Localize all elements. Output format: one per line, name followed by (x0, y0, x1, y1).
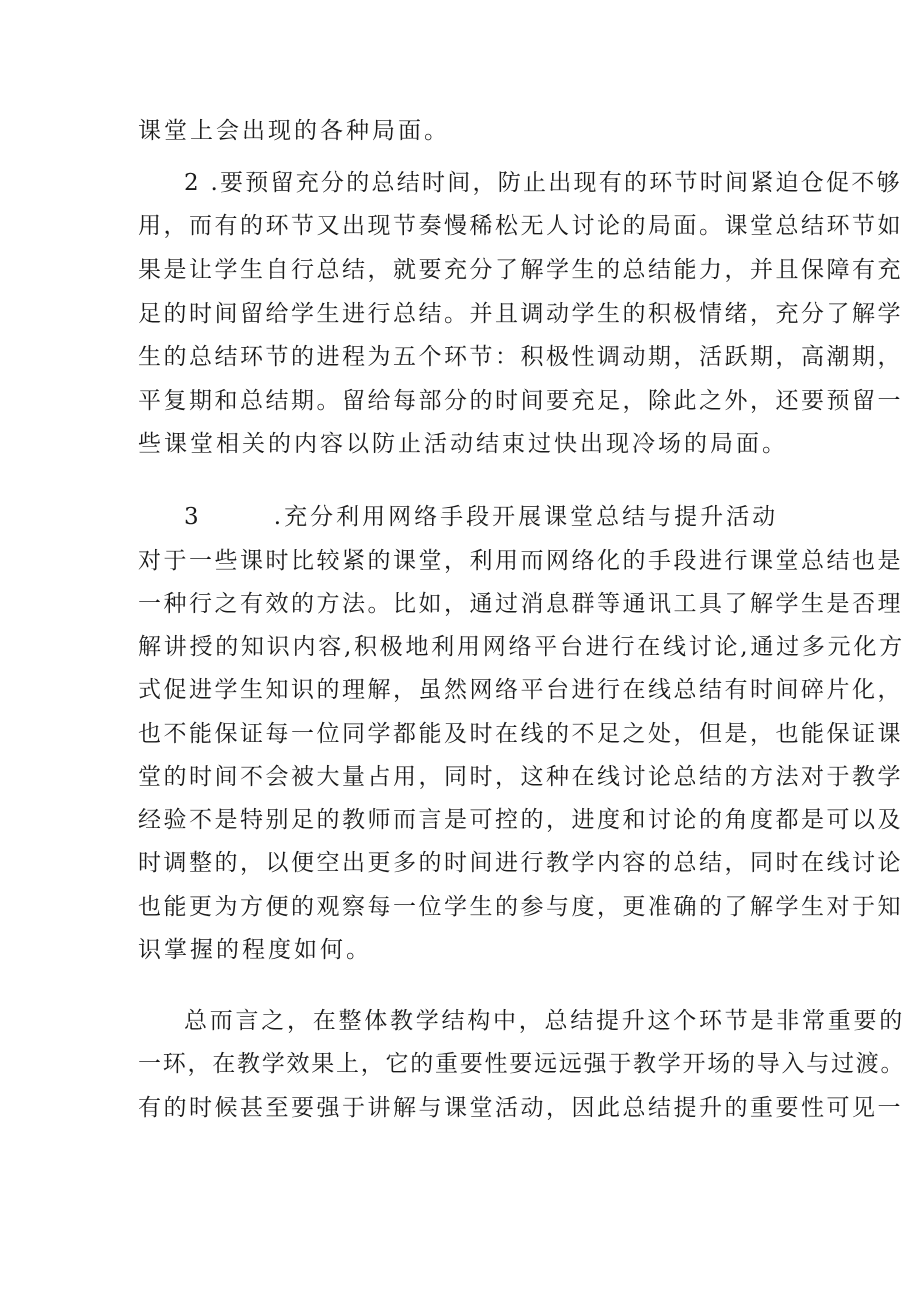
text-line-7: 平复期和总结期。留给每部分的时间要充足，除此之外，还要预留一 (138, 388, 903, 414)
text-line-15: 堂的时间不会被大量占用，同时，这种在线讨论总结的方法对于教学 (138, 764, 903, 790)
text-line-14: 也不能保证每一位同学都能及时在线的不足之处，但是，也能保证课 (138, 721, 903, 747)
text-line-13: 式促进学生知识的理解，虽然网络平台进行在线总结有时间碎片化， (138, 677, 903, 703)
text-line-12: 解讲授的知识内容,积极地利用网络平台进行在线讨论,通过多元化方 (138, 634, 905, 660)
section-heading-3: 3 .充分利用网络手段开展课堂总结与提升活动 (184, 504, 779, 530)
text-line-18: 也能更为方便的观察每一位学生的参与度，更准确的了解学生对于知 (138, 894, 903, 920)
text-line-2: 2 .要预留充分的总结时间，防止出现有的环节时间紧迫仓促不够 (184, 170, 902, 196)
text-line-11: 一种行之有效的方法。比如，通过消息群等通讯工具了解学生是否理 (138, 591, 903, 617)
text-line-19: 识掌握的程度如何。 (138, 937, 372, 963)
text-line-21: 一环，在教学效果上，它的重要性要远远强于教学开场的导入与过渡。 (138, 1051, 906, 1077)
text-line-17: 时调整的，以便空出更多的时间进行教学内容的总结，同时在线讨论 (138, 850, 903, 876)
text-line-20: 总而言之，在整体教学结构中，总结提升这个环节是非常重要的 (184, 1008, 905, 1034)
text-line-16: 经验不是特别足的教师而言是可控的，进度和讨论的角度都是可以及 (138, 807, 903, 833)
text-line-3: 用，而有的环节又出现节奏慢稀松无人讨论的局面。课堂总结环节如 (138, 213, 903, 239)
text-line-4: 果是让学生自行总结，就要充分了解学生的总结能力，并且保障有充 (138, 257, 903, 283)
text-line-6: 生的总结环节的进程为五个环节：积极性调动期，活跃期，高潮期， (138, 344, 903, 370)
text-line-8: 些课堂相关的内容以防止活动结束过快出现冷场的局面。 (138, 431, 788, 457)
text-line-22: 有的时候甚至要强于讲解与课堂活动，因此总结提升的重要性可见一 (138, 1095, 903, 1121)
text-line-5: 足的时间留给学生进行总结。并且调动学生的积极情绪，充分了解学 (138, 301, 903, 327)
text-line-1: 课堂上会出现的各种局面。 (138, 118, 450, 144)
text-line-10: 对于一些课时比较紧的课堂，利用而网络化的手段进行课堂总结也是 (138, 548, 903, 574)
